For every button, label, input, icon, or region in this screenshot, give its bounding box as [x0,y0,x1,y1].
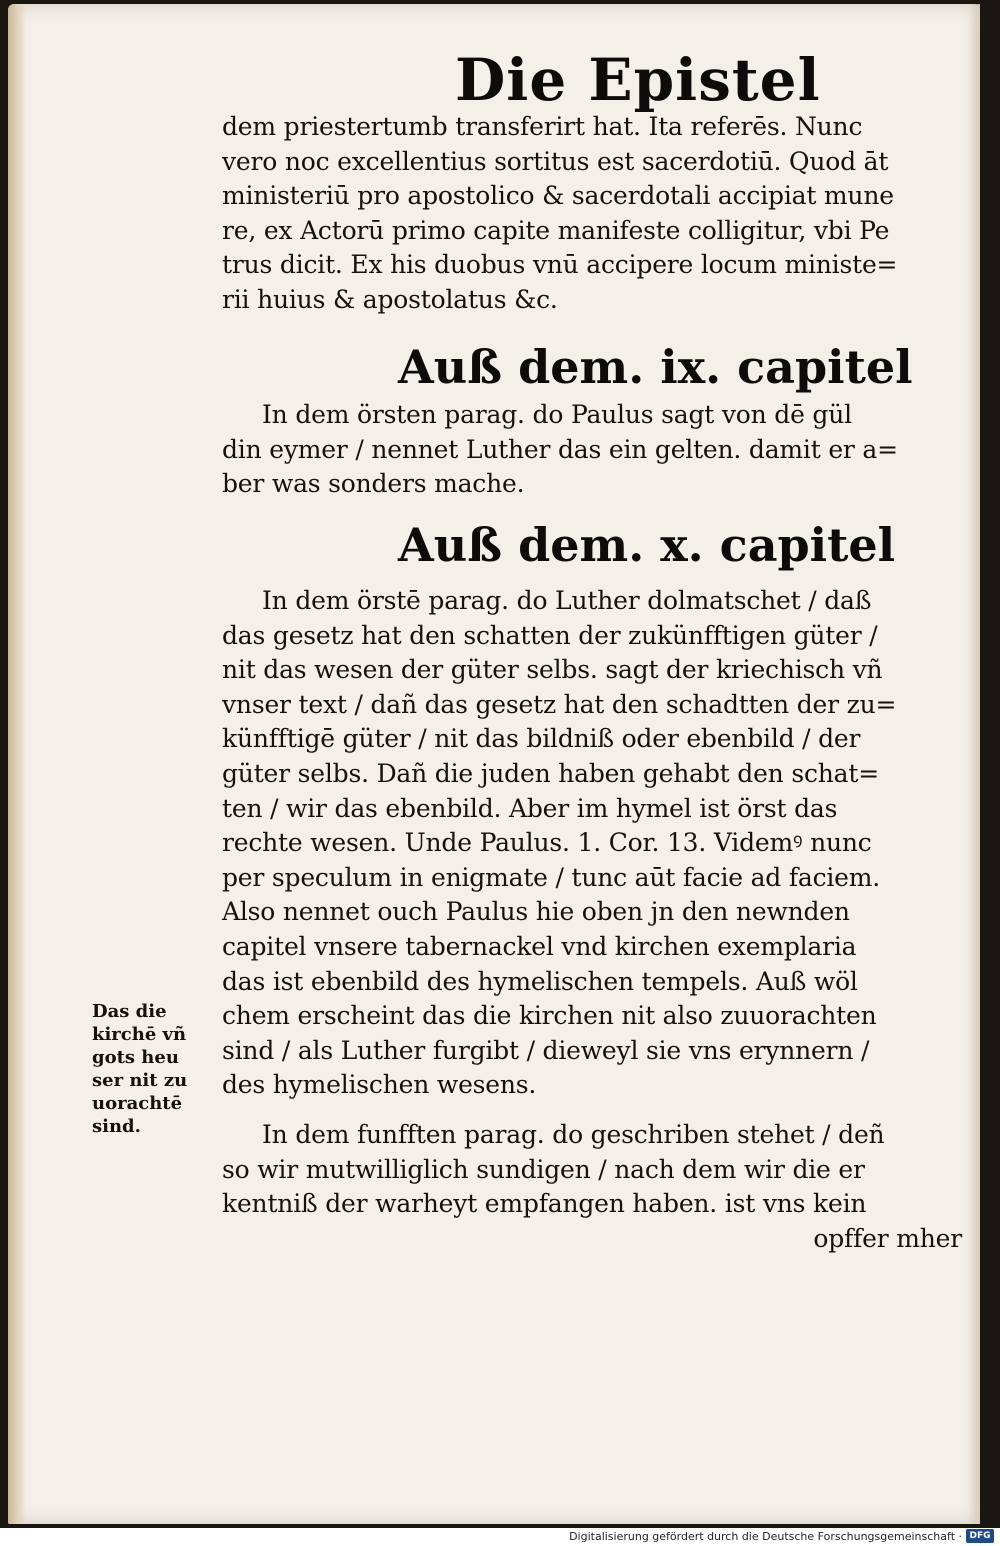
paragraph-chapter-x-1 [222,584,962,1103]
text-line: chem erscheint das die kirchen nit also zuuorachten [222,1001,877,1031]
note-line: ser nit zu [92,1070,188,1091]
text-line: des hymelischen wesens. [222,1070,537,1100]
text-line: vero noc excellentius sortitus est sacerdotiū. Quod āt [222,146,889,176]
text-line: dem priestertumb transferirt hat. Ita referēs. Nunc [222,112,863,141]
page-edge-stack [8,4,26,1524]
text-line: ministeriū pro apostolico & sacerdotali accipiat mune [222,181,894,211]
text-line: trus dicit. Ex his duobus vnū accipere locum ministe= [222,250,898,280]
chapter-heading-ix: Auß dem. ix. capitel [398,340,913,394]
note-line: sind. [92,1116,141,1137]
text-line: ber was sonders mache. [222,469,525,499]
marginal-note [92,1000,212,1138]
note-line: uorachtē [92,1093,183,1114]
text-line: din eymer / nennet Luther das ein gelten. damit er a= [222,434,898,464]
text-line: capitel vnsere tabernackel vnd kirchen exemplaria [222,931,857,961]
page-gutter-shadow [968,4,980,1524]
running-title: Die Epistel [455,46,821,114]
latin-paragraph [222,110,962,318]
note-line: Das die [92,1001,167,1022]
funding-credit: Digitalisierung gefördert durch die Deutsche Forschungsgemeinschaft · [569,1530,962,1543]
paragraph-chapter-ix [222,398,962,502]
text-line: Also nennet ouch Paulus hie oben jn den newnden [222,897,850,927]
text-line: nit das wesen der güter selbs. sagt der kriechisch vñ [222,655,883,685]
text-line: per speculum in enigmate / tunc aūt facie ad faciem. [222,862,881,892]
text-line: ten / wir das ebenbild. Aber im hymel ist örst das [222,793,838,823]
text-line: In dem örstē parag. do Luther dolmatschet / daß [262,586,872,615]
text-line: In dem funfften parag. do geschriben stehet / deñ [262,1120,885,1149]
text-line: sind / als Luther furgibt / dieweyl sie vns erynnern / [222,1035,870,1065]
text-line: re, ex Actorū primo capite manifeste colligitur, vbi Pe [222,215,890,245]
text-line: rii huius & apostolatus &c. [222,284,558,314]
text-line: das ist ebenbild des hymelischen tempels. Auß wöl [222,966,858,996]
catchword: opffer mher [813,1223,962,1253]
note-line: gots heu [92,1047,179,1068]
catchword-line [222,1222,962,1257]
text-line: das gesetz hat den schatten der zukünfftigen güter / [222,620,878,650]
text-line: künfftigē güter / nit das bildniß oder ebenbild / der [222,724,861,754]
text-line: vnser text / dañ das gesetz hat den schadtten der zu= [222,689,897,719]
text-line: In dem örsten parag. do Paulus sagt von dē gül [262,400,852,429]
chapter-heading-x: Auß dem. x. capitel [398,518,896,572]
note-line: kirchē vñ [92,1024,187,1045]
paragraph-chapter-x-2 [222,1118,962,1256]
text-line: rechte wesen. Unde Paulus. 1. Cor. 13. Videmꝰ nunc [222,828,872,858]
text-line: güter selbs. Dañ die juden haben gehabt den schat= [222,758,879,788]
text-line: so wir mutwilliglich sundigen / nach dem wir die er [222,1154,865,1184]
dfg-logo-icon: DFG [966,1529,994,1543]
text-line: kentniß der warheyt empfangen haben. ist vns kein [222,1189,867,1219]
